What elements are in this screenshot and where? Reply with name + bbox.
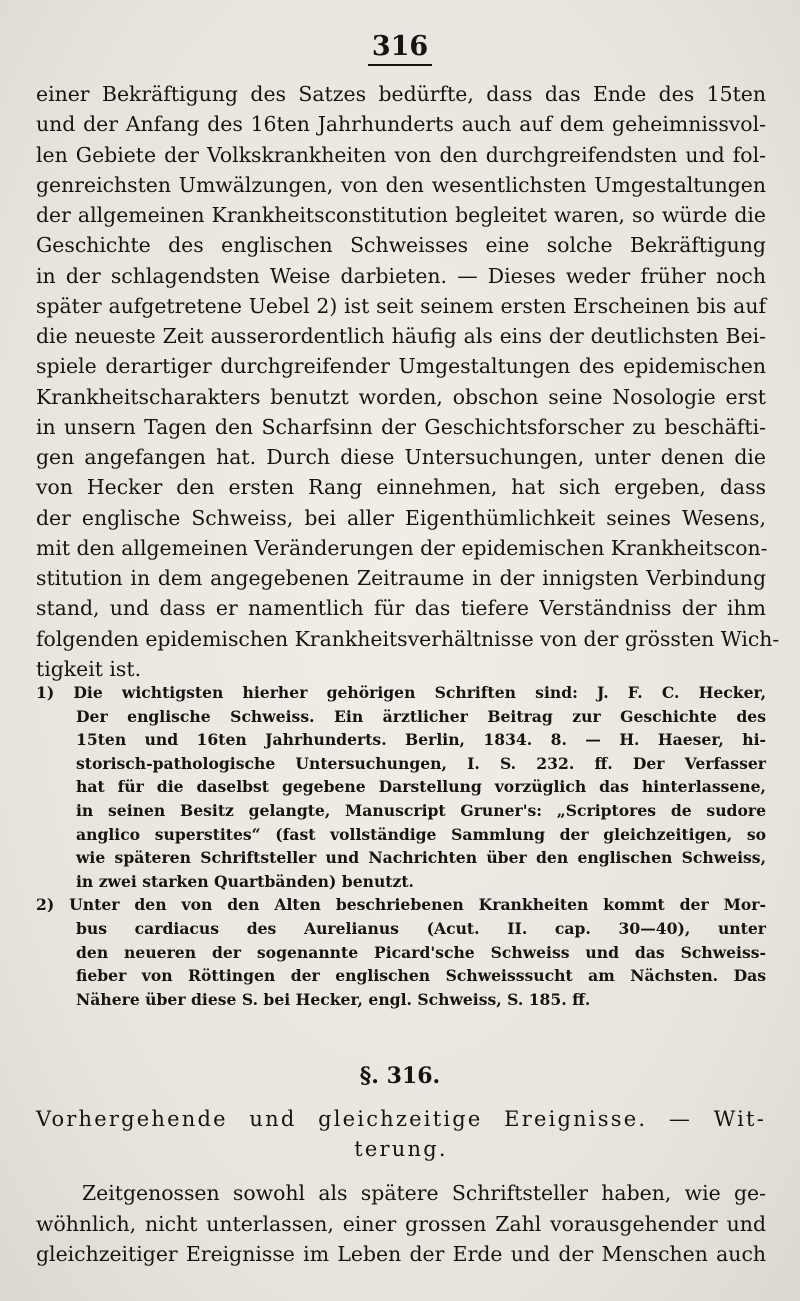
footnote-line: in seinen Besitz gelangte, Manuscript Gruner's: „Scriptores de sudore (76, 800, 766, 820)
text-line: in unsern Tagen den Scharfsinn der Geschichtsforscher zu beschäfti- (36, 414, 766, 439)
text-line: in der schlagendsten Weise darbieten. — Dieses weder früher noch (36, 263, 766, 288)
footnote-line: bus cardiacus des Aurelianus (Acut. II. cap. 30—40), unter (76, 918, 766, 938)
footnote-line: 15ten und 16ten Jahrhunderts. Berlin, 1834. 8. — H. Haeser, hi- (76, 730, 766, 750)
footnote-1 (36, 681, 766, 893)
text-line: mit den allgemeinen Veränderungen der epidemischen Krankheitscon- (36, 535, 768, 560)
footnote-line: 2) Unter den von den Alten beschriebenen Krankheiten kommt der Mor- (36, 895, 766, 915)
text-line: stitution in dem angegebenen Zeitraume in der innigsten Verbindung (36, 566, 766, 590)
footnote-line: hat für die daselbst gegebene Darstellung vorzüglich das hinterlassene, (76, 777, 766, 797)
text-line: Zeitgenossen sowohl als spätere Schriftsteller haben, wie ge- (82, 1181, 766, 1205)
footnote-line: den neueren der sogenannte Picard'sche Schweiss und das Schweiss- (76, 942, 766, 962)
text-line: und der Anfang des 16ten Jahrhunderts auch auf dem geheimnissvol- (36, 112, 766, 137)
text-line: stand, und dass er namentlich für das tiefere Verständniss der ihm (36, 596, 766, 621)
footnote-line: Der englische Schweiss. Ein ärztlicher Beitrag zur Geschichte des (76, 706, 766, 726)
text-line: tigkeit ist. (36, 656, 142, 681)
text-line: wöhnlich, nicht unterlassen, einer grossen Zahl vorausgehender und (36, 1211, 766, 1236)
section-paragraph (36, 1178, 766, 1270)
footnote-2 (36, 893, 766, 1011)
footnote-line: Nähere über diese S. bei Hecker, engl. Schweiss, S. 185. ff. (76, 989, 591, 1009)
text-line: len Gebiete der Volkskrankheiten von den durchgreifendsten und fol- (36, 142, 766, 167)
main-paragraph (36, 79, 780, 684)
text-line: spiele derartiger durchgreifender Umgestaltungen des epidemischen (36, 354, 766, 379)
text-line: gleichzeitiger Ereignisse im Leben der Erde und der Menschen auch (36, 1242, 766, 1266)
text-line: folgenden epidemischen Krankheitsverhältnisse von der grössten Wich- (36, 626, 780, 651)
section-title (36, 1104, 766, 1164)
footnote-line: in zwei starken Quartbänden) benutzt. (76, 871, 414, 891)
text-line: von Hecker den ersten Rang einnehmen, hat sich ergeben, dass (36, 475, 766, 500)
text-line: einer Bekräftigung des Satzes bedürfte, dass das Ende des 15ten (36, 82, 766, 106)
section-title-line: Vorhergehende und gleichzeitige Ereignisse. — Wit- (36, 1107, 766, 1131)
footnote-line: fieber von Röttingen der englischen Schweisssucht am Nächsten. Das (76, 966, 766, 986)
footnote-line: wie späteren Schriftsteller und Nachrichten über den englischen Schweiss, (76, 848, 766, 868)
text-line: der englische Schweiss, bei aller Eigenthümlichkeit seines Wesens, (36, 505, 766, 530)
text-line: gen angefangen hat. Durch diese Untersuchungen, unter denen die (36, 445, 766, 469)
footnotes (36, 681, 766, 1011)
footnote-line: 1) Die wichtigsten hierher gehörigen Schriften sind: J. F. C. Hecker, (36, 683, 766, 702)
text-line: die neueste Zeit ausserordentlich häufig als eins der deutlichsten Bei- (36, 324, 766, 348)
footnote-line: storisch-pathologische Untersuchungen, I. S. 232. ff. Der Verfasser (76, 753, 766, 773)
text-line: Geschichte des englischen Schweisses eine solche Bekräftigung (36, 233, 766, 258)
footnote-line: anglico superstites“ (fast vollständige Sammlung der gleichzeitigen, so (76, 824, 766, 844)
text-line: der allgemeinen Krankheitsconstitution begleitet waren, so würde die (36, 203, 766, 227)
text-line: genreichsten Umwälzungen, von den wesentlichsten Umgestaltungen (36, 172, 766, 197)
page-number: 316 (0, 30, 800, 66)
section-title-line: terung. (354, 1137, 448, 1161)
text-line: später aufgetretene Uebel 2) ist seit seinem ersten Erscheinen bis auf (36, 293, 766, 318)
section-number: §. 316. (359, 1063, 441, 1089)
text-line: Krankheitscharakters benutzt worden, obschon seine Nosologie erst (36, 384, 766, 409)
